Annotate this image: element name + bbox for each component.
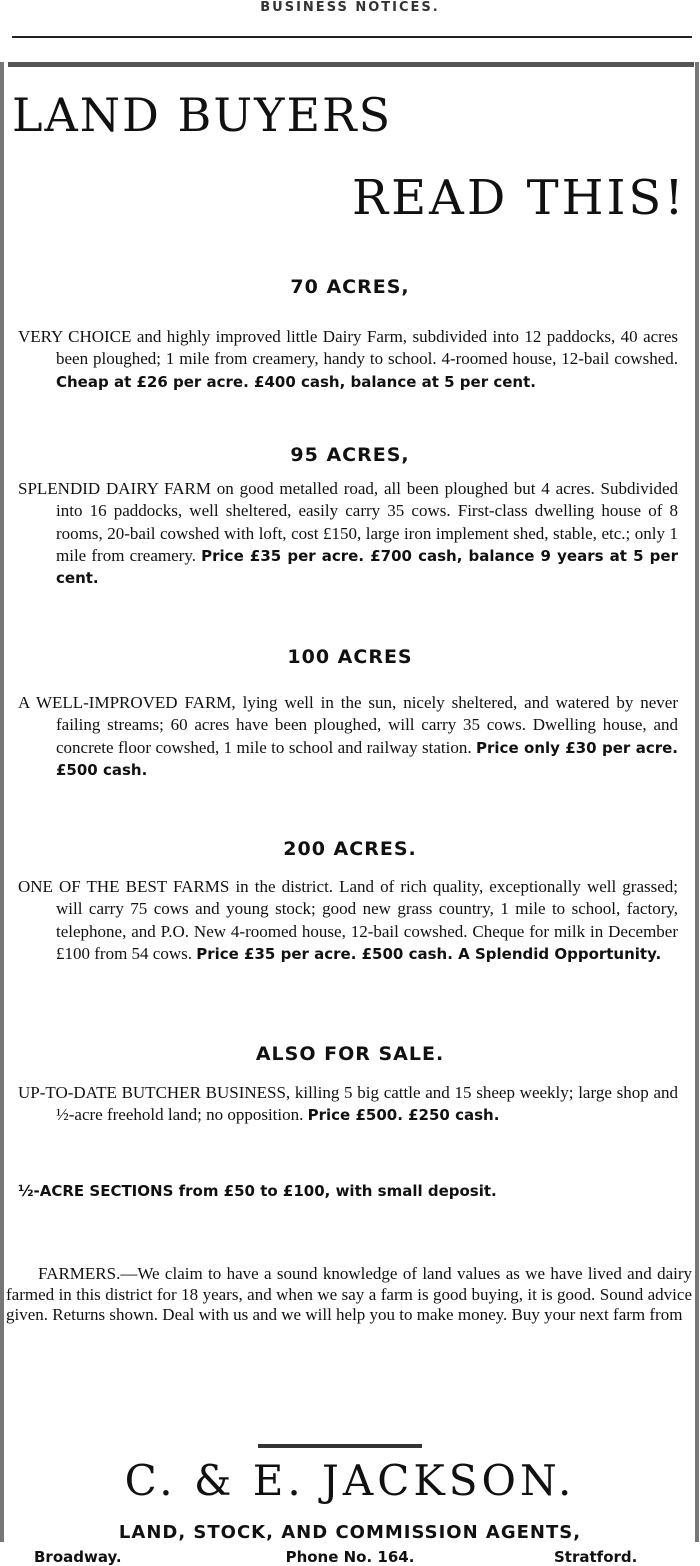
sections-offer: ½-ACRE SECTIONS from £50 to £100, with small deposit. — [18, 1182, 497, 1200]
listing-caps: UP-TO-DATE BUTCHER BUSINESS, — [18, 1083, 291, 1102]
listing-caps: SPLENDID DAIRY FARM — [18, 479, 211, 498]
listing-price: Price £500. £250 cash. — [307, 1106, 500, 1125]
listing-body — [18, 1082, 678, 1127]
listing-price: Price £35 per acre. £500 cash. A Splendid Opportunity. — [196, 944, 662, 963]
listing-heading: 100 ACRES — [287, 646, 413, 668]
listing-text: on good metalled road, all been ploughed but 4 acres. Subdivided into 16 paddocks, well sheltered, easily carry 35 cows. First-class dwelling house of 8 rooms, 20-bail cowshed with loft, cost £150, large iron implement shed, stable, etc.; only 1 mile from creamery. — [56, 479, 679, 565]
top-rule — [12, 36, 692, 38]
listing-caps: A WELL-IMPROVED FARM, — [18, 693, 236, 712]
listing-body — [18, 876, 678, 965]
listing-price: Price £35 per acre. £700 cash, balance 9 years at 5 per cent. — [56, 546, 678, 588]
listing-text: in the district. Land of rich quality, exceptionally well grassed; will carry 75 cows and young stock; good new grass country, 1 mile to school, factory, telephone, and P.O. New 4-roomed house, 12-bail cowshed. Cheque for milk in December £100 from 54 cows. — [56, 877, 679, 963]
listing-heading: 200 ACRES. — [283, 838, 417, 860]
listing-body — [18, 326, 678, 393]
frame-top-rule — [8, 62, 694, 67]
listing-caps: ONE OF THE BEST FARMS — [18, 877, 230, 896]
listing-heading: 70 ACRES, — [290, 276, 410, 298]
listing-text: lying well in the sun, nicely sheltered, and watered by never failing streams; 60 acres have been ploughed, will carry 35 cows. Dwelling house, and concrete floor cowshed, 1 mile to school and railway station. — [56, 693, 678, 757]
listing-text: and highly improved little Dairy Farm, subdivided into 12 paddocks, 40 acres been ploughed; 1 mile from creamery, handy to school. 4-roomed house, 12-bail cowshed. — [56, 327, 678, 369]
firm-phone: Phone No. 164. — [285, 1548, 415, 1566]
listing-caps: VERY CHOICE — [18, 327, 132, 346]
decorative-rule — [258, 1444, 422, 1448]
listing-heading: 95 ACRES, — [290, 444, 410, 466]
listing-price: Price only £30 per acre. £500 cash. — [56, 738, 678, 779]
farmers-note: FARMERS.—We claim to have a sound knowledge of land values as we have lived and dairy farmed in this district for 18 years, and when we say a farm is good buying, it is good. Sound advice given. Returns shown. Deal with us and we will help you to make money. Buy your next farm from — [6, 1264, 692, 1324]
listing-text: killing 5 big cattle and 15 sheep weekly; large shop and ½-acre freehold land; no opposition. — [56, 1083, 678, 1125]
firm-street: Broadway. — [34, 1548, 122, 1566]
firm-tagline: LAND, STOCK, AND COMMISSION AGENTS, — [118, 1522, 582, 1543]
firm-name: C. & E. JACKSON. — [124, 1456, 576, 1505]
headline-land-buyers: LAND BUYERS — [12, 88, 393, 142]
listing-body — [18, 478, 678, 589]
listing-body — [18, 692, 678, 781]
headline-read-this: READ THIS! — [352, 170, 687, 226]
firm-town: Stratford. — [554, 1548, 638, 1566]
running-head: BUSINESS NOTICES. — [260, 0, 440, 15]
listing-price: Cheap at £26 per acre. £400 cash, balance at 5 per cent. — [56, 372, 536, 391]
listing-heading: ALSO FOR SALE. — [255, 1043, 445, 1065]
